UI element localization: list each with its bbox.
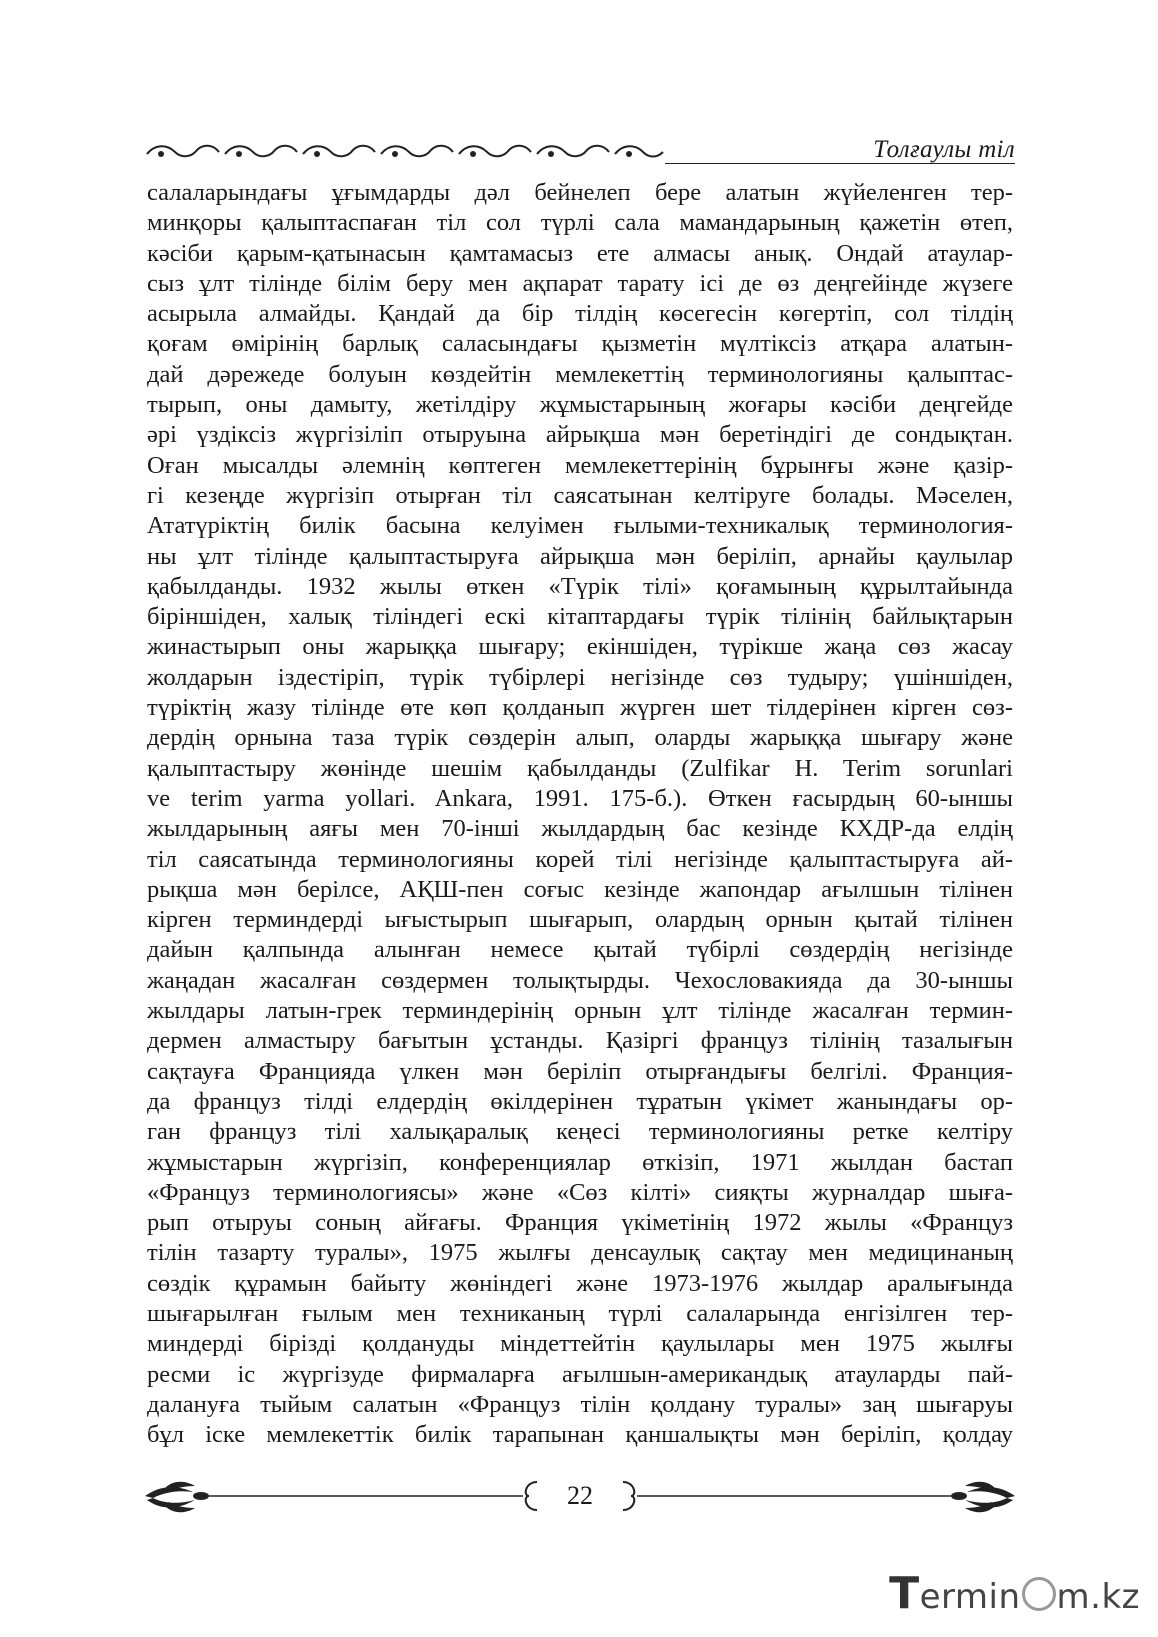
- text-line: әрі үздіксіз жүргізіліп отыруына айрықша мән беретіндігі де сондықтан.: [147, 421, 1013, 449]
- text-line: да француз тілді елдердің өкілдерінен тұратын үкімет жанындағы ор-: [147, 1087, 1013, 1115]
- text-line: қоғам өмірінің барлық саласындағы қызметін мүлтіксіз атқара алатын-: [147, 330, 1013, 358]
- text-line: рықша мән берілсе, АҚШ-пен соғыс кезінде жапондар ағылшын тілінен: [147, 875, 1013, 903]
- watermark-part2: m.kz: [1056, 1577, 1140, 1617]
- text-line: шығарылған ғылым мен техниканың түрлі салаларында енгізілген тер-: [147, 1299, 1013, 1327]
- text-line: біріншіден, халық тіліндегі ескі кітаптардағы түрік тілінің байлықтарын: [147, 603, 1013, 631]
- text-line: тырып, оны дамыту, жетілдіру жұмыстарының жоғары кәсіби деңгейде: [147, 391, 1013, 419]
- text-line: дай дәрежеде болуын көздейтін мемлекеттің терминологияны қалыптас-: [147, 360, 1013, 388]
- text-line: кәсіби қарым-қатынасын қамтамасыз ете алмасы анық. Ондай атаулар-: [147, 239, 1013, 267]
- text-line: дердің орнына таза түрік сөздерін алып, оларды жарыққа шығару және: [147, 724, 1013, 752]
- text-line: тілін тазарту туралы», 1975 жылғы денсаулық сақтау мен медицинаның: [147, 1239, 1013, 1267]
- text-line: жылдарының аяғы мен 70-інші жылдардың бас кезінде КХДР-да елдің: [147, 815, 1013, 843]
- watermark-lead: T: [889, 1568, 920, 1619]
- globe-icon: [1022, 1577, 1056, 1611]
- text-line: минқоры қалыптаспаған тіл сол түрлі сала мамандарының қажетін өтеп,: [147, 209, 1013, 237]
- text-line: дермен алмастыру бағытын ұстанды. Қазіргі француз тілінің тазалығын: [147, 1027, 1013, 1055]
- page-header: [145, 130, 1015, 170]
- page-footer: [145, 1478, 1015, 1518]
- watermark-part1: ermin: [919, 1577, 1021, 1617]
- text-line: ve terim yarma yollari. Ankara, 1991. 175-б.). Өткен ғасырдың 60-ыншы: [147, 784, 1013, 812]
- text-line: дайын қалпында алынған немесе қытай түбірлі сөздердің негізінде: [147, 936, 1013, 964]
- text-line: тіл саясатында терминологияны корей тілі негізінде қалыптастыруға ай-: [147, 845, 1013, 873]
- header-ornament-icon: [145, 140, 665, 164]
- text-line: асырыла алмайды. Қандай да бір тілдің көсегесін көгертіп, сол тілдің: [147, 300, 1013, 328]
- text-line: жолдарын іздестіріп, түрік түбірлері негізінде сөз тудыру; үшіншіден,: [147, 663, 1013, 691]
- text-line: «Француз терминологиясы» және «Сөз кілті» сияқты журналдар шыға-: [147, 1178, 1013, 1206]
- text-line: кірген терминдерді ығыстырып шығарып, олардың орнын қытай тілінен: [147, 906, 1013, 934]
- text-line: рып отыруы соның айғағы. Франция үкіметінің 1972 жылы «Француз: [147, 1209, 1013, 1237]
- text-line: қабылданды. 1932 жылы өткен «Түрік тілі» қоғамының құрылтайында: [147, 572, 1013, 600]
- text-line: ресми іс жүргізуде фирмаларға ағылшын-американдық атауларды пай-: [147, 1360, 1013, 1388]
- body-text: [147, 178, 1013, 1450]
- running-title: Толғаулы тіл: [873, 136, 1015, 163]
- text-line: жаңадан жасалған сөздермен толықтырды. Чехословакияда да 30-ыншы: [147, 966, 1013, 994]
- text-line: Ататүріктің билік басына келуімен ғылыми-техникалық терминология-: [147, 512, 1013, 540]
- text-line: жұмыстарын жүргізіп, конференциялар өткізіп, 1971 жылдан бастап: [147, 1148, 1013, 1176]
- text-line: миндерді бірізді қолдануды міндеттейтін қаулылары мен 1975 жылғы: [147, 1330, 1013, 1358]
- text-line: салаларындағы ұғымдарды дәл бейнелеп бере алатын жүйеленген тер-: [147, 179, 1013, 206]
- text-line: гі кезеңде жүргізіп отырған тіл саясатынан келтіруге болады. Мәселен,: [147, 481, 1013, 509]
- text-line: далануға тыйым салатын «Француз тілін қолдану туралы» заң шығаруы: [147, 1390, 1013, 1418]
- text-line: қалыптастыру жөнінде шешім қабылданды (Zulfikar H. Terim sorunlari: [147, 754, 1013, 782]
- text-line: сақтауға Францияда үлкен мән беріліп отырғандығы белгілі. Франция-: [147, 1057, 1013, 1085]
- page-number: 22: [567, 1481, 593, 1510]
- text-line: сөздік құрамын байыту жөніндегі және 1973-1976 жылдар аралығында: [147, 1269, 1013, 1297]
- text-line: жылдары латын-грек терминдерінің орнын ұлт тілінде жасалған термин-: [147, 997, 1013, 1025]
- text-line: сыз ұлт тілінде білім беру мен ақпарат тарату ісі де өз деңгейінде жүзеге: [147, 269, 1013, 297]
- text-line: түріктің жазу тілінде өте көп қолданып жүрген шет тілдерінен кірген сөз-: [147, 694, 1013, 722]
- text-line: жинастырып оны жарыққа шығару; екіншіден, түрікше жаңа сөз жасау: [147, 633, 1013, 661]
- site-watermark: [889, 1568, 1140, 1619]
- text-line: ны ұлт тілінде қалыптастыруға айрықша мән беріліп, арнайы қаулылар: [147, 542, 1013, 570]
- text-line: Оған мысалды әлемнің көптеген мемлекеттерінің бұрынғы және қазір-: [147, 451, 1013, 479]
- text-line: ган француз тілі халықаралық кеңесі терминологияны ретке келтіру: [147, 1118, 1013, 1146]
- text-line: бұл іске мемлекеттік билік тарапынан қаншалықты мән беріліп, қолдау: [147, 1421, 1013, 1449]
